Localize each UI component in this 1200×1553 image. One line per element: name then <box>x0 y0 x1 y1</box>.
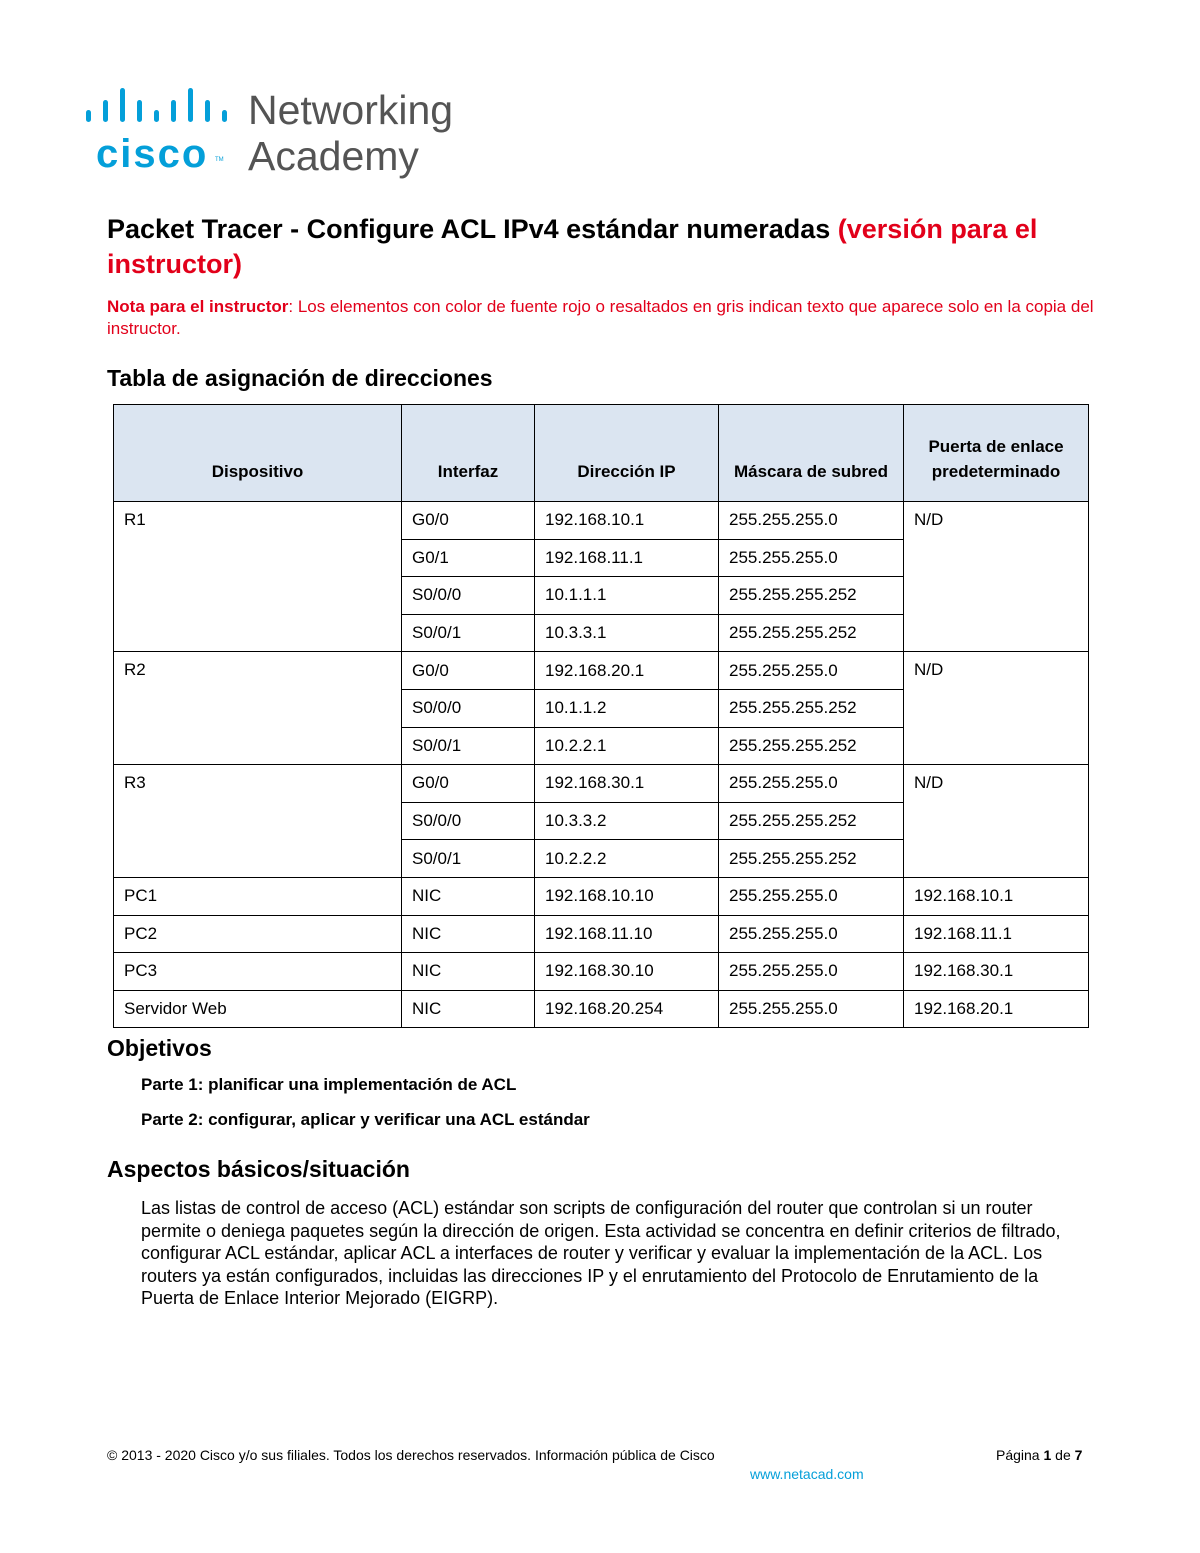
device-cell: PC3 <box>114 953 402 991</box>
mask-cell: 255.255.255.0 <box>719 915 904 953</box>
interface-cell: S0/0/0 <box>402 802 535 840</box>
gateway-cell: N/D <box>904 652 1089 765</box>
gateway-cell: 192.168.11.1 <box>904 915 1089 953</box>
title-instructor-version: (versión para el instructor) <box>107 214 1038 279</box>
interface-cell: G0/0 <box>402 502 535 540</box>
instructor-note-label: Nota para el instructor <box>107 297 289 316</box>
device-cell: R3 <box>114 765 402 878</box>
background-text: Las listas de control de acceso (ACL) estándar son scripts de configuración del router que controlan si un router permite o deniega paquetes según la dirección de origen. Esta actividad se concentra en definir criterios de filtrado, configurar ACL estándar, aplicar ACL a interfaces de router y verificar y evaluar la implementación de la ACL. Los routers ya están configurados, incluidas las direcciones IP y el enrutamiento del Protocolo de Enrutamiento de la Puerta de Enlace Interior Mejorado (EIGRP). <box>141 1198 1061 1309</box>
ip-cell: 192.168.10.1 <box>535 502 719 540</box>
header-ip: Dirección IP <box>535 405 719 502</box>
ip-cell: 10.1.1.2 <box>535 689 719 727</box>
mask-cell: 255.255.255.0 <box>719 877 904 915</box>
mask-cell: 255.255.255.252 <box>719 614 904 652</box>
ip-cell: 10.3.3.1 <box>535 614 719 652</box>
device-cell: PC1 <box>114 877 402 915</box>
footer-copyright: © 2013 - 2020 Cisco y/o sus filiales. Todos los derechos reservados. Información pública de Cisco <box>107 1447 715 1463</box>
page-label: Página <box>996 1447 1044 1463</box>
netacad-link[interactable]: www.netacad.com <box>750 1466 864 1482</box>
mask-cell: 255.255.255.252 <box>719 840 904 878</box>
header-gateway: Puerta de enlace predeterminado <box>904 405 1089 502</box>
device-cell: R1 <box>114 502 402 652</box>
interface-cell: NIC <box>402 953 535 991</box>
page-number <box>996 1447 1082 1463</box>
cisco-networking-academy-logo <box>84 88 504 180</box>
table-header-row <box>114 405 1089 502</box>
instructor-note-text: : Los elementos con color de fuente rojo o resaltados en gris indican texto que aparece solo en la copia del instructor. <box>107 297 1094 338</box>
ip-cell: 192.168.11.10 <box>535 915 719 953</box>
table-row <box>114 915 1089 953</box>
mask-cell: 255.255.255.0 <box>719 990 904 1028</box>
page-title <box>107 212 1097 282</box>
interface-cell: S0/0/1 <box>402 614 535 652</box>
ip-cell: 192.168.10.10 <box>535 877 719 915</box>
interface-cell: NIC <box>402 915 535 953</box>
ip-cell: 192.168.30.10 <box>535 953 719 991</box>
header-device: Dispositivo <box>114 405 402 502</box>
cisco-bars-icon <box>84 88 234 132</box>
trademark: TM <box>215 157 224 163</box>
mask-cell: 255.255.255.0 <box>719 502 904 540</box>
mask-cell: 255.255.255.0 <box>719 652 904 690</box>
table-row <box>114 877 1089 915</box>
header-mask: Máscara de subred <box>719 405 904 502</box>
objectives-heading: Objetivos <box>107 1035 212 1061</box>
table-row <box>114 652 1089 690</box>
interface-cell: NIC <box>402 990 535 1028</box>
interface-cell: NIC <box>402 877 535 915</box>
mask-cell: 255.255.255.252 <box>719 689 904 727</box>
mask-cell: 255.255.255.0 <box>719 953 904 991</box>
background-heading: Aspectos básicos/situación <box>107 1156 410 1182</box>
gateway-cell: N/D <box>904 765 1089 878</box>
ip-cell: 10.2.2.1 <box>535 727 719 765</box>
ip-cell: 192.168.20.1 <box>535 652 719 690</box>
header-interface: Interfaz <box>402 405 535 502</box>
table-row <box>114 765 1089 803</box>
cisco-wordmark: cisco <box>96 132 209 176</box>
ip-cell: 10.1.1.1 <box>535 577 719 615</box>
page-current: 1 <box>1043 1447 1052 1463</box>
mask-cell: 255.255.255.0 <box>719 539 904 577</box>
interface-cell: S0/0/1 <box>402 727 535 765</box>
device-cell: Servidor Web <box>114 990 402 1028</box>
gateway-cell: 192.168.30.1 <box>904 953 1089 991</box>
logo-academy: Academy <box>248 133 419 179</box>
device-cell: PC2 <box>114 915 402 953</box>
interface-cell: G0/1 <box>402 539 535 577</box>
ip-cell: 10.3.3.2 <box>535 802 719 840</box>
mask-cell: 255.255.255.252 <box>719 577 904 615</box>
ip-cell: 10.2.2.2 <box>535 840 719 878</box>
title-main: Packet Tracer - Configure ACL IPv4 estándar numeradas <box>107 214 838 244</box>
page-of: de <box>1051 1447 1075 1463</box>
objective-part-2: Parte 2: configurar, aplicar y verificar una ACL estándar <box>141 1110 590 1129</box>
interface-cell: S0/0/1 <box>402 840 535 878</box>
table-row <box>114 502 1089 540</box>
address-table <box>113 404 1089 1028</box>
interface-cell: S0/0/0 <box>402 577 535 615</box>
gateway-cell: N/D <box>904 502 1089 652</box>
logo-networking: Networking <box>248 87 454 133</box>
interface-cell: G0/0 <box>402 765 535 803</box>
objective-part-1: Parte 1: planificar una implementación de ACL <box>141 1075 517 1094</box>
gateway-cell: 192.168.20.1 <box>904 990 1089 1028</box>
interface-cell: S0/0/0 <box>402 689 535 727</box>
page-total: 7 <box>1074 1447 1083 1463</box>
address-table-heading: Tabla de asignación de direcciones <box>107 365 493 391</box>
mask-cell: 255.255.255.252 <box>719 727 904 765</box>
ip-cell: 192.168.20.254 <box>535 990 719 1028</box>
ip-cell: 192.168.11.1 <box>535 539 719 577</box>
table-row <box>114 990 1089 1028</box>
gateway-cell: 192.168.10.1 <box>904 877 1089 915</box>
mask-cell: 255.255.255.252 <box>719 802 904 840</box>
table-row <box>114 953 1089 991</box>
mask-cell: 255.255.255.0 <box>719 765 904 803</box>
interface-cell: G0/0 <box>402 652 535 690</box>
instructor-note <box>107 296 1097 340</box>
device-cell: R2 <box>114 652 402 765</box>
ip-cell: 192.168.30.1 <box>535 765 719 803</box>
